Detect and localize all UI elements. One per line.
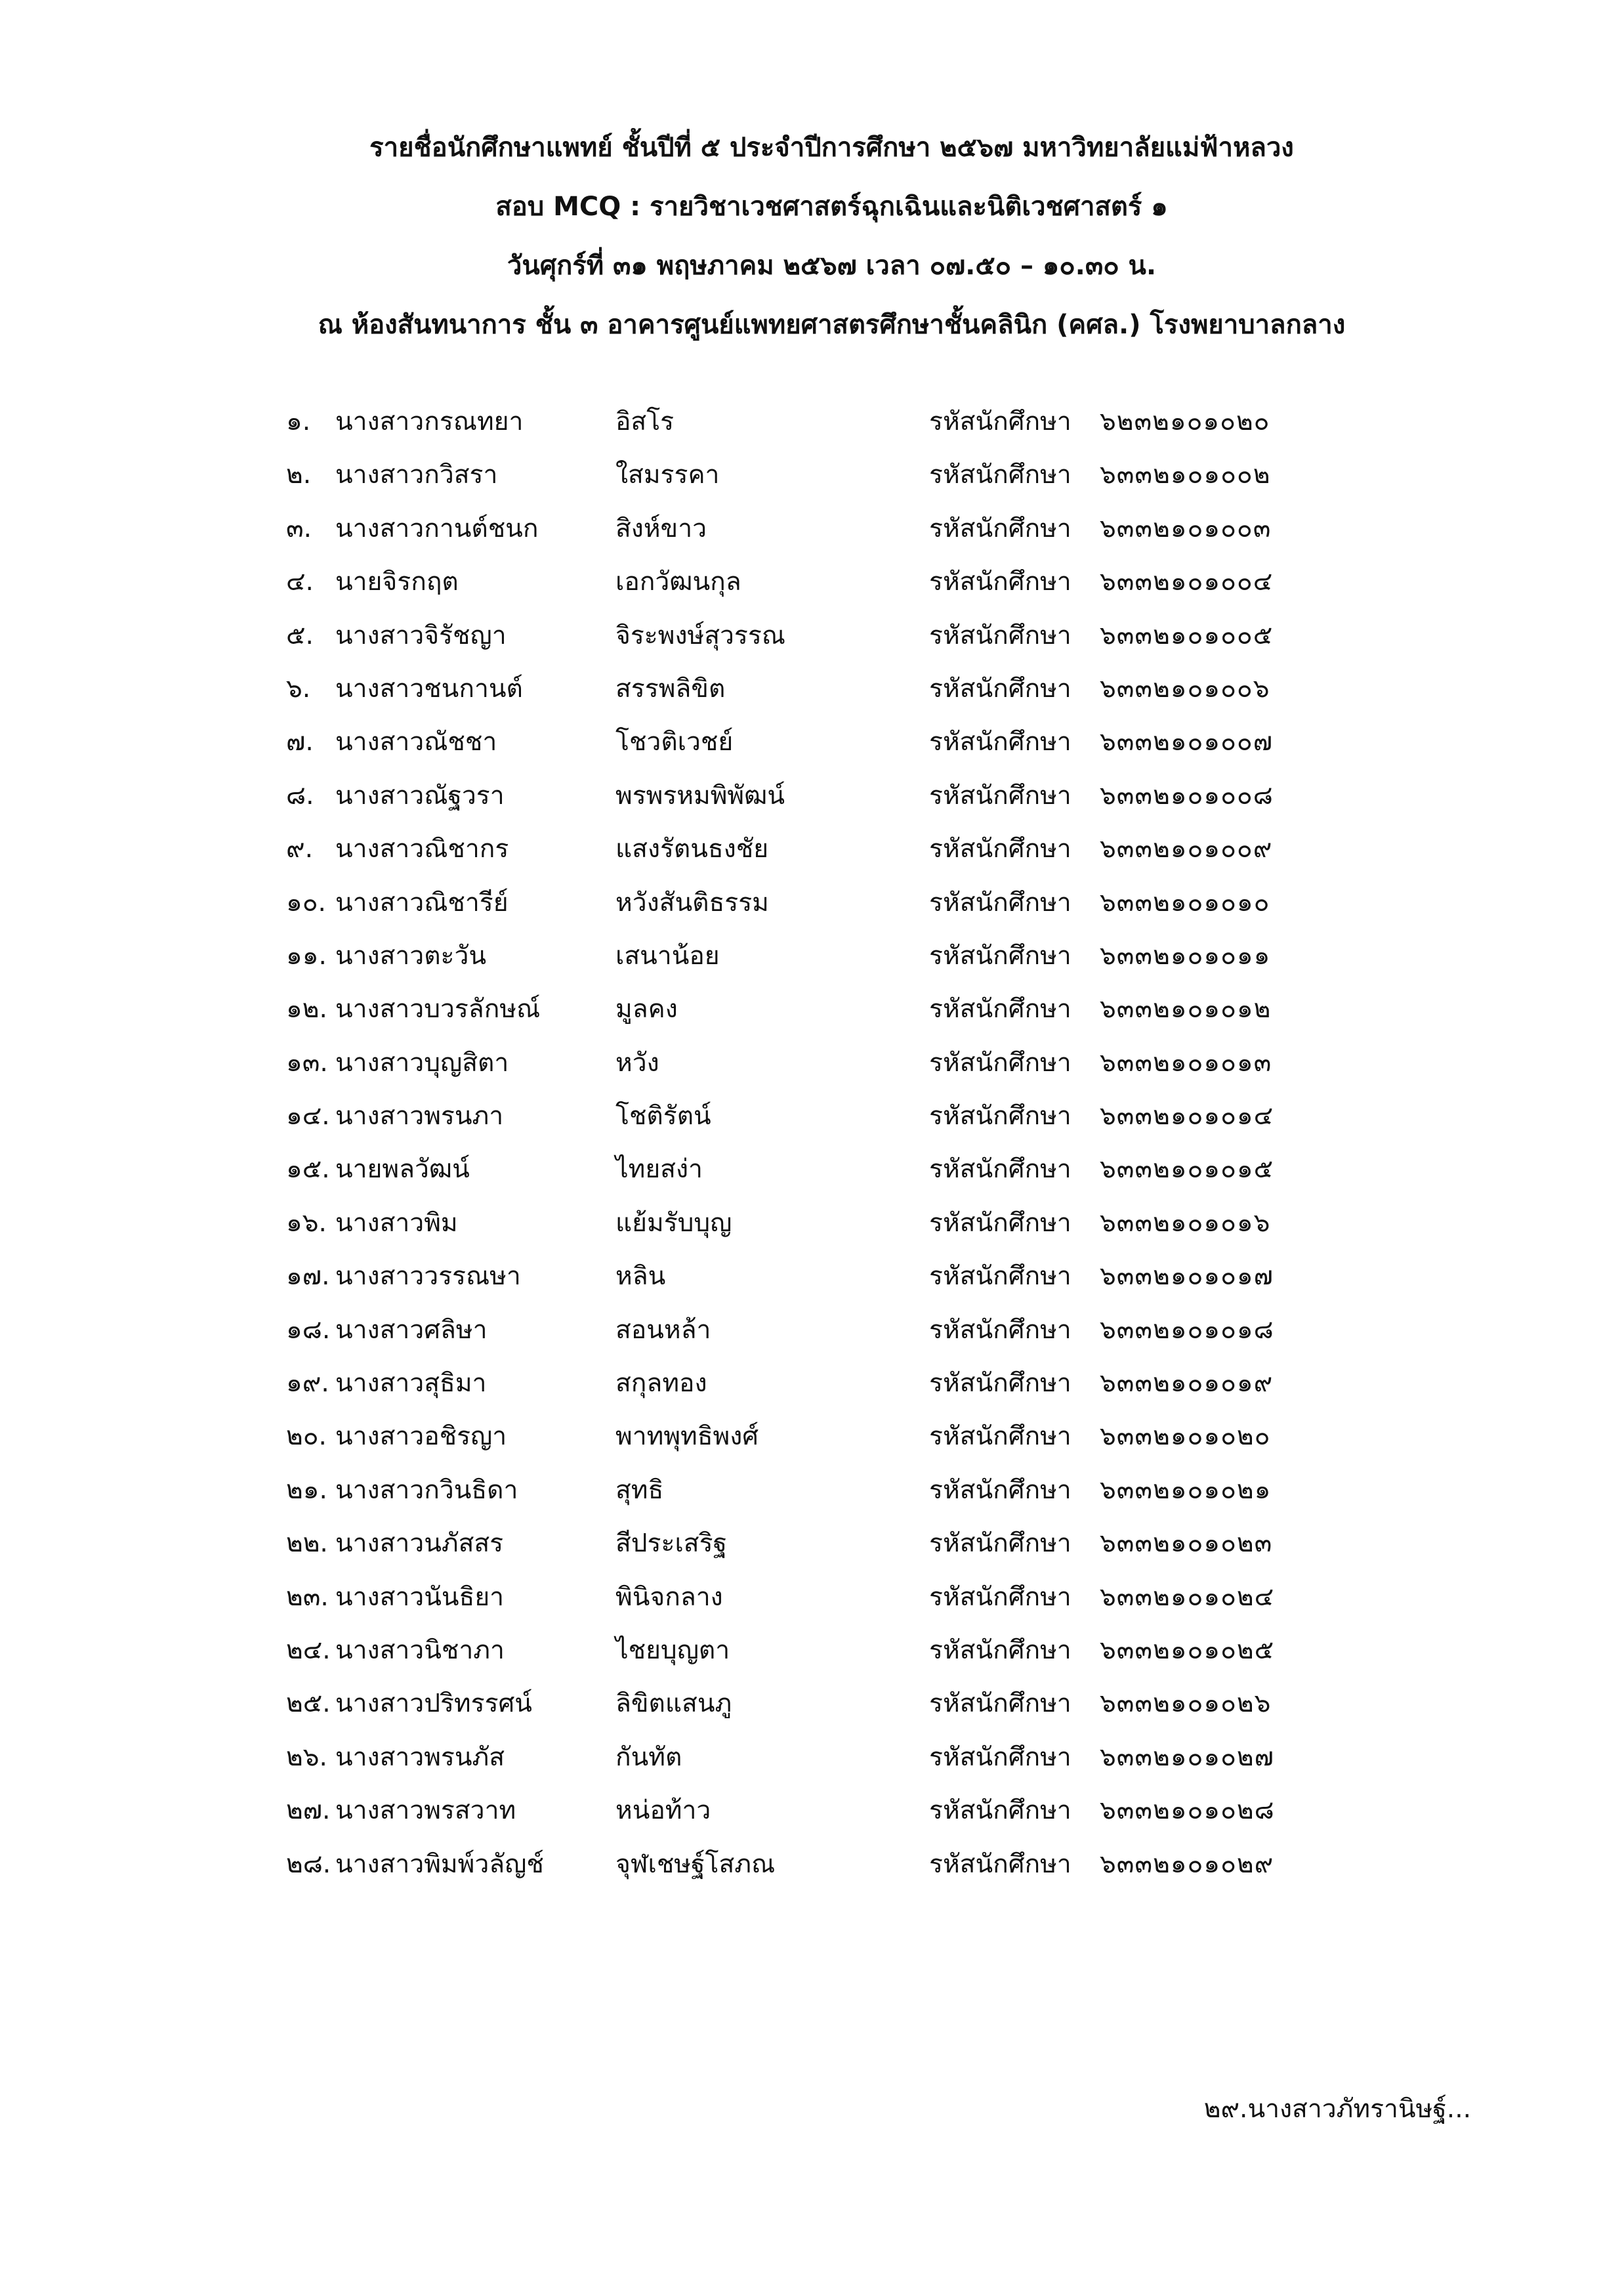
student-id-label: รหัสนักศึกษา xyxy=(929,1582,1072,1612)
student-id: ๖๓๓๒๑๐๑๐๒๑ xyxy=(1100,1475,1272,1505)
student-id-label: รหัสนักศึกษา xyxy=(929,460,1072,490)
student-id-label: รหัสนักศึกษา xyxy=(929,1689,1072,1719)
student-row xyxy=(286,1357,1336,1410)
student-first-name: นางสาวพิม xyxy=(335,1208,458,1238)
student-id: ๖๓๓๒๑๐๑๐๑๑ xyxy=(1100,941,1271,971)
student-number: ๑๕. xyxy=(286,1154,330,1185)
student-id-label: รหัสนักศึกษา xyxy=(929,567,1072,597)
student-list xyxy=(286,395,1336,1891)
student-row xyxy=(286,555,1336,608)
student-row xyxy=(286,448,1336,501)
student-last-name: แสงรัตนธงชัย xyxy=(615,834,769,864)
student-id: ๖๓๓๒๑๐๑๐๒๐ xyxy=(1100,1422,1271,1452)
student-id: ๖๓๓๒๑๐๑๐๑๔ xyxy=(1100,1101,1274,1131)
student-last-name: แย้มรับบุญ xyxy=(615,1208,732,1238)
student-id: ๖๓๓๒๑๐๑๐๐๕ xyxy=(1100,620,1274,650)
student-first-name: นางสาวสุธิมา xyxy=(335,1368,487,1399)
title-line-4: ณ ห้องสันทนาการ ชั้น ๓ อาคารศูนย์แพทยศาสตรศึกษาชั้นคลินิก (คศล.) โรงพยาบาลกลาง xyxy=(318,310,1346,340)
student-row xyxy=(286,769,1336,822)
student-id-label: รหัสนักศึกษา xyxy=(929,1849,1072,1879)
continuation-note: ๒๙.นางสาวภัทรานิษฐ์... xyxy=(1203,2094,1471,2124)
student-id: ๖๓๓๒๑๐๑๐๒๖ xyxy=(1100,1689,1272,1719)
student-id: ๖๓๓๒๑๐๑๐๒๓ xyxy=(1100,1529,1273,1559)
student-number: ๑๐. xyxy=(286,887,326,918)
student-first-name: นางสาวพรนภัส xyxy=(335,1742,505,1772)
student-id: ๖๒๓๒๑๐๑๐๒๐ xyxy=(1100,407,1270,436)
student-row xyxy=(286,1464,1336,1517)
student-last-name: อิสโร xyxy=(615,407,675,436)
student-last-name: พินิจกลาง xyxy=(615,1582,723,1612)
student-id-label: รหัสนักศึกษา xyxy=(929,673,1072,704)
student-row xyxy=(286,1624,1336,1677)
student-id: ๖๓๓๒๑๐๑๐๐๔ xyxy=(1100,567,1274,597)
student-number: ๘. xyxy=(286,780,314,811)
student-number: ๒๓. xyxy=(286,1582,329,1612)
student-id-label: รหัสนักศึกษา xyxy=(929,994,1072,1025)
student-last-name: หลิน xyxy=(615,1261,666,1292)
student-row xyxy=(286,1250,1336,1303)
student-number: ๒๕. xyxy=(286,1689,331,1719)
student-last-name: โชวติเวชย์ xyxy=(615,727,734,757)
student-id: ๖๓๓๒๑๐๑๐๑๓ xyxy=(1100,1047,1272,1078)
student-id-label: รหัสนักศึกษา xyxy=(929,407,1072,436)
student-id-label: รหัสนักศึกษา xyxy=(929,1154,1072,1185)
student-number: ๔. xyxy=(286,567,314,597)
student-id: ๖๓๓๒๑๐๑๐๑๙ xyxy=(1100,1368,1274,1399)
student-first-name: นางสาวพรสวาท xyxy=(335,1796,516,1826)
student-id: ๖๓๓๒๑๐๑๐๒๗ xyxy=(1100,1742,1274,1772)
student-id-label: รหัสนักศึกษา xyxy=(929,1529,1072,1559)
student-last-name: เสนาน้อย xyxy=(615,941,720,971)
student-id-label: รหัสนักศึกษา xyxy=(929,1315,1072,1345)
student-number: ๒๑. xyxy=(286,1475,327,1505)
student-last-name: สิงห์ขาว xyxy=(615,513,707,543)
student-id: ๖๓๓๒๑๐๑๐๑๘ xyxy=(1100,1315,1274,1345)
student-row xyxy=(286,1571,1336,1624)
student-last-name: เอกวัฒนกุล xyxy=(615,567,741,597)
student-row xyxy=(286,502,1336,555)
student-number: ๓. xyxy=(286,513,312,543)
student-id: ๖๓๓๒๑๐๑๐๐๓ xyxy=(1100,513,1272,543)
student-number: ๒๖. xyxy=(286,1742,327,1772)
student-id: ๖๓๓๒๑๐๑๐๐๗ xyxy=(1100,727,1274,757)
student-last-name: หวัง xyxy=(615,1047,659,1078)
student-id-label: รหัสนักศึกษา xyxy=(929,1261,1072,1292)
student-first-name: นางสาวณัฐวรา xyxy=(335,780,505,811)
student-row xyxy=(286,1677,1336,1730)
student-number: ๑๑. xyxy=(286,941,327,971)
student-first-name: นางสาวกรณทยา xyxy=(335,407,524,436)
student-id: ๖๓๓๒๑๐๑๐๑๗ xyxy=(1100,1261,1274,1292)
title-line-1: รายชื่อนักศึกษาแพทย์ ชั้นปีที่ ๕ ประจำปีการศึกษา ๒๕๖๗ มหาวิทยาลัยแม่ฟ้าหลวง xyxy=(369,133,1294,163)
student-number: ๒. xyxy=(286,460,312,490)
student-number: ๒๗. xyxy=(286,1796,331,1826)
student-id-label: รหัสนักศึกษา xyxy=(929,887,1072,918)
student-id-label: รหัสนักศึกษา xyxy=(929,727,1072,757)
student-last-name: ไทยสง่า xyxy=(615,1154,703,1185)
student-first-name: นางสาวกานต์ชนก xyxy=(335,513,539,543)
student-row xyxy=(286,1303,1336,1357)
student-last-name: สุทธิ xyxy=(615,1475,664,1505)
student-last-name: หวังสันติธรรม xyxy=(615,887,769,918)
student-first-name: นางสาวณัชชา xyxy=(335,727,497,757)
student-number: ๑. xyxy=(286,407,311,436)
student-row xyxy=(286,1196,1336,1250)
student-first-name: นางสาวณิชารีย์ xyxy=(335,887,509,918)
student-id-label: รหัสนักศึกษา xyxy=(929,1422,1072,1452)
student-last-name: สีประเสริฐ xyxy=(615,1529,728,1559)
student-first-name: นางสาวบวรลักษณ์ xyxy=(335,994,541,1025)
student-id: ๖๓๓๒๑๐๑๐๒๙ xyxy=(1100,1849,1274,1879)
student-number: ๕. xyxy=(286,620,314,650)
student-last-name: ลิขิตแสนภู xyxy=(615,1689,732,1719)
student-last-name: สอนหล้า xyxy=(615,1315,711,1345)
student-id: ๖๓๓๒๑๐๑๐๐๙ xyxy=(1100,834,1273,864)
student-first-name: นางสาวจิรัชญา xyxy=(335,620,507,650)
student-id-label: รหัสนักศึกษา xyxy=(929,780,1072,811)
student-first-name: นางสาววรรณษา xyxy=(335,1261,521,1292)
student-id-label: รหัสนักศึกษา xyxy=(929,941,1072,971)
student-last-name: หน่อท้าว xyxy=(615,1796,711,1826)
student-row xyxy=(286,715,1336,769)
student-row xyxy=(286,1517,1336,1570)
student-id-label: รหัสนักศึกษา xyxy=(929,1208,1072,1238)
document-header xyxy=(0,118,1624,354)
student-id-label: รหัสนักศึกษา xyxy=(929,1475,1072,1505)
student-number: ๑๔. xyxy=(286,1101,330,1131)
student-first-name: นางสาวกวินธิดา xyxy=(335,1475,518,1505)
student-id-label: รหัสนักศึกษา xyxy=(929,1101,1072,1131)
student-row xyxy=(286,1731,1336,1784)
student-first-name: นางสาวนันธิยา xyxy=(335,1582,505,1612)
student-row xyxy=(286,662,1336,715)
student-number: ๒๘. xyxy=(286,1849,331,1879)
student-first-name: นายจิรกฤต xyxy=(335,567,459,597)
student-row xyxy=(286,1410,1336,1463)
student-row xyxy=(286,395,1336,448)
student-last-name: พรพรหมพิพัฒน์ xyxy=(615,780,785,811)
student-first-name: นางสาวพิมพ์วลัญช์ xyxy=(335,1849,544,1879)
student-first-name: นางสาวตะวัน xyxy=(335,941,487,971)
student-id: ๖๓๓๒๑๐๑๐๒๘ xyxy=(1100,1796,1275,1826)
student-id-label: รหัสนักศึกษา xyxy=(929,620,1072,650)
title-line-2: สอบ MCQ : รายวิชาเวชศาสตร์ฉุกเฉินและนิติเวชศาสตร์ ๑ xyxy=(495,192,1168,222)
student-last-name: สรรพลิขิต xyxy=(615,673,726,704)
student-row xyxy=(286,1036,1336,1089)
student-number: ๑๘. xyxy=(286,1315,331,1345)
student-last-name: กันทัต xyxy=(615,1742,682,1772)
student-number: ๗. xyxy=(286,727,314,757)
student-id-label: รหัสนักศึกษา xyxy=(929,513,1072,543)
student-id-label: รหัสนักศึกษา xyxy=(929,1796,1072,1826)
student-number: ๑๒. xyxy=(286,994,327,1025)
student-id-label: รหัสนักศึกษา xyxy=(929,1047,1072,1078)
student-number: ๑๙. xyxy=(286,1368,329,1399)
student-row xyxy=(286,929,1336,983)
student-last-name: จุฬเชษฐ์โสภณ xyxy=(615,1849,776,1879)
student-first-name: นายพลวัฒน์ xyxy=(335,1154,470,1185)
student-row xyxy=(286,1143,1336,1196)
student-first-name: นางสาวกวิสรา xyxy=(335,460,498,490)
student-id: ๖๓๓๒๑๐๑๐๐๒ xyxy=(1100,460,1271,490)
student-last-name: มูลคง xyxy=(615,994,678,1025)
student-row xyxy=(286,1784,1336,1837)
student-last-name: จิระพงษ์สุวรรณ xyxy=(615,620,785,650)
student-id-label: รหัสนักศึกษา xyxy=(929,1368,1072,1399)
student-number: ๒๒. xyxy=(286,1529,328,1559)
student-row xyxy=(286,1838,1336,1891)
student-id: ๖๓๓๒๑๐๑๐๒๔ xyxy=(1100,1582,1275,1612)
student-id: ๖๓๓๒๑๐๑๐๑๖ xyxy=(1100,1208,1271,1238)
student-last-name: พาทพุทธิพงศ์ xyxy=(615,1422,759,1452)
student-first-name: นางสาวชนกานต์ xyxy=(335,673,523,704)
student-row xyxy=(286,983,1336,1036)
student-row xyxy=(286,1089,1336,1143)
student-number: ๙. xyxy=(286,834,313,864)
student-last-name: ใสมรรคา xyxy=(615,460,720,490)
student-last-name: โชติรัตน์ xyxy=(615,1101,711,1131)
student-last-name: สกุลทอง xyxy=(615,1368,707,1399)
student-number: ๑๖. xyxy=(286,1208,327,1238)
student-row xyxy=(286,822,1336,876)
student-id-label: รหัสนักศึกษา xyxy=(929,1742,1072,1772)
student-id: ๖๓๓๒๑๐๑๐๑๕ xyxy=(1100,1154,1274,1185)
student-first-name: นางสาวนภัสสร xyxy=(335,1529,504,1559)
student-number: ๒๐. xyxy=(286,1422,327,1452)
student-first-name: นางสาวปริทรรศน์ xyxy=(335,1689,532,1719)
student-first-name: นางสาวบุญสิตา xyxy=(335,1047,509,1078)
student-row xyxy=(286,609,1336,662)
student-number: ๑๗. xyxy=(286,1261,330,1292)
student-number: ๖. xyxy=(286,673,311,704)
student-id: ๖๓๓๒๑๐๑๐๐๘ xyxy=(1100,780,1274,811)
student-first-name: นางสาวพรนภา xyxy=(335,1101,504,1131)
student-last-name: ไชยบุญตา xyxy=(615,1635,730,1665)
student-first-name: นางสาวอชิรญา xyxy=(335,1422,507,1452)
title-line-3: วันศุกร์ที่ ๓๑ พฤษภาคม ๒๕๖๗ เวลา ๐๗.๕๐ – ๑๐.๓๐ น. xyxy=(507,251,1157,281)
student-id-label: รหัสนักศึกษา xyxy=(929,1635,1072,1665)
student-first-name: นางสาวศลิษา xyxy=(335,1315,488,1345)
student-row xyxy=(286,876,1336,929)
student-number: ๒๔. xyxy=(286,1635,331,1665)
student-id: ๖๓๓๒๑๐๑๐๐๖ xyxy=(1100,673,1270,704)
student-id: ๖๓๓๒๑๐๑๐๑๐ xyxy=(1100,887,1270,918)
student-number: ๑๓. xyxy=(286,1047,328,1078)
student-first-name: นางสาวนิชาภา xyxy=(335,1635,505,1665)
student-id: ๖๓๓๒๑๐๑๐๒๕ xyxy=(1100,1635,1275,1665)
student-id: ๖๓๓๒๑๐๑๐๑๒ xyxy=(1100,994,1272,1025)
student-first-name: นางสาวณิชากร xyxy=(335,834,509,864)
student-id-label: รหัสนักศึกษา xyxy=(929,834,1072,864)
